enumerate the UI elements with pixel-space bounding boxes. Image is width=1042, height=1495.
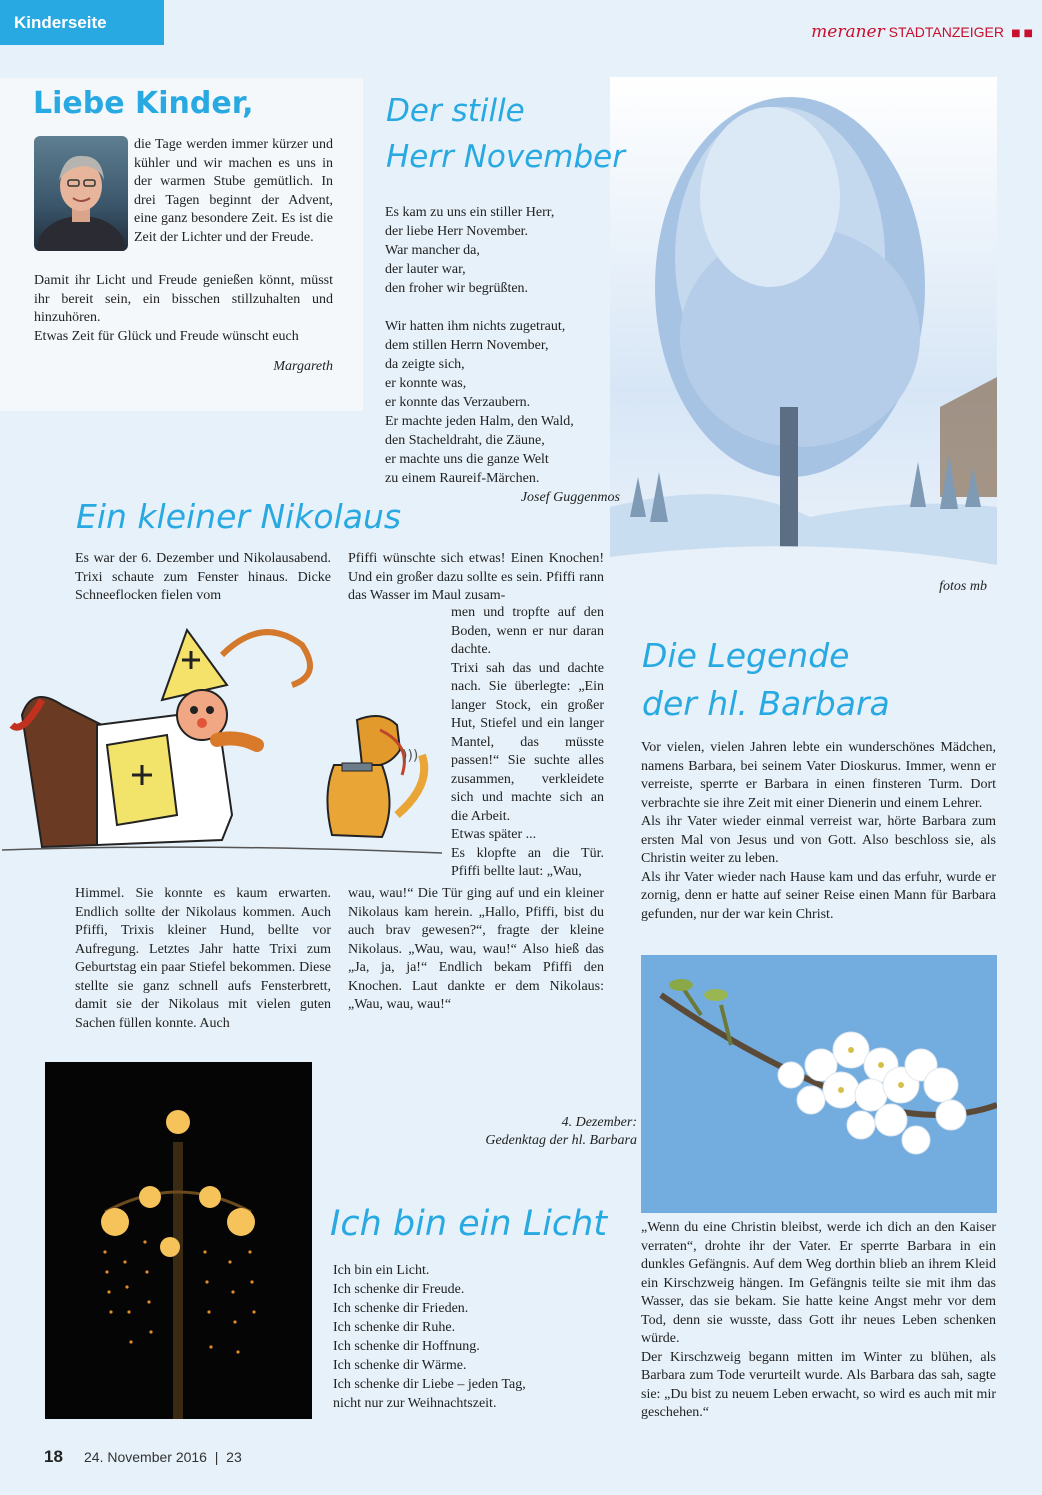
poem-line: er konnte was, [385, 376, 467, 391]
november-title-line-2: Herr November [386, 139, 625, 175]
lamp-image [45, 1062, 312, 1419]
poem-line: zu einem Raureif-Märchen. [385, 471, 540, 486]
greeting-title: Liebe Kinder, [33, 86, 254, 121]
nikolaus-paragraph: Etwas später ... [451, 827, 537, 842]
tree-image [610, 77, 997, 600]
nikolaus-col1-top: Es war der 6. Dezember und Nikolausabend. Trixi schaute zum Fenster hinaus. Dicke Schneeflocken fielen vom [75, 551, 331, 603]
poem-author: Josef Guggenmos [520, 490, 620, 505]
greeting-body [34, 272, 333, 377]
poem-line: Ich schenke dir Liebe – jeden Tag, [333, 1377, 526, 1392]
page-number: 18 [44, 1447, 63, 1466]
issue-info: 24. November 2016 | 23 [84, 1449, 242, 1465]
nikolaus-cartoon [2, 615, 447, 860]
nikolaus-col2-top: Pfiffi wünschte sich etwas! Einen Knochen! Und ein großer dazu sollte es sein. Pfiffi rann das Wasser im Maul zusam- [348, 551, 604, 603]
barbara-title [642, 632, 890, 728]
brand-script: meraner [811, 22, 885, 42]
nikolaus-paragraph: Trixi sah das und dachte nach. Sie überlegte: „Ein langer Stock, ein großer Hut, Stiefel und ein langer Mantel, das müsste passen!“ Sie suchte alles zusammen, verkleidete sich und machte sich an die Arbeit. [451, 660, 604, 824]
poem-line: den Stacheldraht, die Zäune, [385, 433, 545, 448]
poem-line: dem stillen Herrn November, [385, 338, 549, 353]
street-lamp-photo [45, 1062, 312, 1419]
nikolaus-paragraph: men und tropfte auf den Boden, wenn er nur daran dachte. [451, 605, 604, 657]
photo-credit: fotos mb [939, 579, 987, 594]
greeting-signature: Margareth [273, 359, 333, 374]
poem-line: War mancher da, [385, 243, 480, 258]
licht-title: Ich bin ein Licht [330, 1204, 608, 1244]
barbara-title-line-2: der hl. Barbara [642, 684, 890, 723]
poem-stanza-break [385, 298, 574, 317]
barbara-paragraph-3: Als ihr Vater wieder nach Hause kam und das erfuhr, wurde er zornig, denn er hatte auf seiner Reise einen Mann für Barbara gefunden, nur der war kein Christ. [641, 869, 996, 922]
poem-line: der lauter war, [385, 262, 466, 277]
licht-poem [333, 1261, 526, 1413]
caption-line-2: Gedenktag der hl. Barbara [485, 1133, 637, 1148]
brand-dots: ■■ [1011, 28, 1036, 39]
greeting-paragraph-3: Etwas Zeit für Glück und Freude wünscht euch [34, 328, 299, 344]
poem-line: der liebe Herr November. [385, 224, 529, 239]
barbara-caption [440, 1114, 637, 1150]
poem-line: Ich schenke dir Ruhe. [333, 1320, 456, 1335]
nikolaus-col1-bottom: Himmel. Sie konnte es kaum erwarten. Endlich sollte der Nikolaus kommen. Auch Pfiffi, Trixis kleiner Hund, bellte vor Aufregung. Letztes Jahr hatte Trixi zum Geburtstag ein paar Stiefel bekommen. Diese stellte sie ganz schnell aufs Fensterbrett, damit sie der Nikolaus mit vielen guten Sachen füllen konnte. Auch [75, 886, 331, 1031]
barbara-title-line-1: Die Legende [642, 636, 850, 675]
barbara-body-bottom [641, 1219, 996, 1423]
poem-line: Ich bin ein Licht. [333, 1263, 430, 1278]
section-tab: Kinderseite [0, 0, 164, 45]
nikolaus-paragraph: Es klopfte an die Tür. Pfiffi bellte laut: „Wau, [451, 845, 604, 879]
barbara-paragraph-4: „Wenn du eine Christin bleibst, werde ich dich an den Kaiser verraten“, drohte ihr der Vater. Er sperrte Barbara in ein dunkles Gefängnis. Auf dem Weg dorthin blieb an ihrem Kleid ein Kirschzweig hängen. Im Gefängnis teilte sie mit ihm das Wasser, das sie bekam. Sie hatte keine Angst mehr vor dem Tod, denn sie wusste, dass Gott ihr neues Leben schenken würde. [641, 1220, 996, 1346]
poem-line: nicht nur zur Weihnachtszeit. [333, 1396, 497, 1411]
frosted-tree-photo [610, 77, 997, 600]
nikolaus-col2-narrow [451, 604, 604, 882]
brand-text: STADTANZEIGER [888, 24, 1004, 40]
author-portrait [34, 136, 128, 251]
cartoon-illustration [2, 615, 447, 860]
poem-line: den froher wir begrüßten. [385, 281, 529, 296]
poem-line: Ich schenke dir Wärme. [333, 1358, 467, 1373]
brand-logo [811, 22, 1004, 42]
barbara-paragraph-1: Vor vielen, vielen Jahren lebte ein wunderschönes Mädchen, namens Barbara, bei seinem Vater Dioskurus. Immer, wenn er verreiste, sperrte er Barbara in einen finsteren Turm. Dort verbrachte sie ihre Zeit mit einer Dienerin und einem Lehrer. [641, 740, 996, 811]
barbara-paragraph-5: Der Kirschzweig begann mitten im Winter zu blühen, als Barbara zum Tode verurteilt wurde. Als Barbara das sah, sagte sie: „Du bist zu neuem Leben erwacht, so wird es auch mit mir geschehen.“ [641, 1349, 996, 1420]
blossom-image [641, 955, 997, 1213]
poem-line: er konnte das Verzaubern. [385, 395, 531, 410]
poem-line: Ich schenke dir Frieden. [333, 1301, 469, 1316]
poem-line: Es kam zu uns ein stiller Herr, [385, 205, 555, 220]
cherry-blossom-photo [641, 955, 997, 1213]
poem-line: da zeigte sich, [385, 357, 465, 372]
poem-line: er machte uns die ganze Welt [385, 452, 549, 467]
greeting-paragraph-2: Damit ihr Licht und Freude genießen könnt, müsst ihr bereit sein, ein bisschen stillzuhalten und hinzuhören. [34, 273, 333, 325]
november-title [386, 88, 625, 180]
svg-text:))): ))) [402, 748, 419, 764]
portrait-image [34, 136, 128, 251]
poem-line: Ich schenke dir Freude. [333, 1282, 465, 1297]
poem-line: Wir hatten ihm nichts zugetraut, [385, 319, 566, 334]
poem-line: Er machte jeden Halm, den Wald, [385, 414, 574, 429]
poem-line: Ich schenke dir Hoffnung. [333, 1339, 480, 1354]
caption-line-1: 4. Dezember: [561, 1115, 637, 1130]
nikolaus-col2-bottom: wau, wau!“ Die Tür ging auf und ein kleiner Nikolaus kam herein. „Hallo, Pfiffi, bist du auch brav gewesen?“, fragte der kleine Nikolaus. „Wau, wau, wau!“ Also hieß das „Ja, ja, ja!“ Endlich bekam Pfiffi den Knochen. Laut dankte er dem Nikolaus: „Wau, wau, wau!“ [348, 886, 604, 1012]
barbara-paragraph-2: Als ihr Vater wieder einmal verreist war, hörte Barbara zum ersten Mal von Jesus und von Gott. Also beschloss sie, als Christin weiter zu leben. [641, 814, 996, 866]
november-poem [385, 203, 574, 488]
nikolaus-title: Ein kleiner Nikolaus [76, 497, 402, 536]
greeting-paragraph-1: die Tage werden immer kürzer und kühler und wir machen es uns in der warmen Stube gemütlich. In drei Tagen beginnt der Advent, eine ganz besondere Zeit. Es ist die Zeit der Lichter und der Freude. [134, 137, 333, 245]
november-title-line-1: Der stille [386, 93, 525, 129]
barbara-body-top [641, 739, 996, 924]
